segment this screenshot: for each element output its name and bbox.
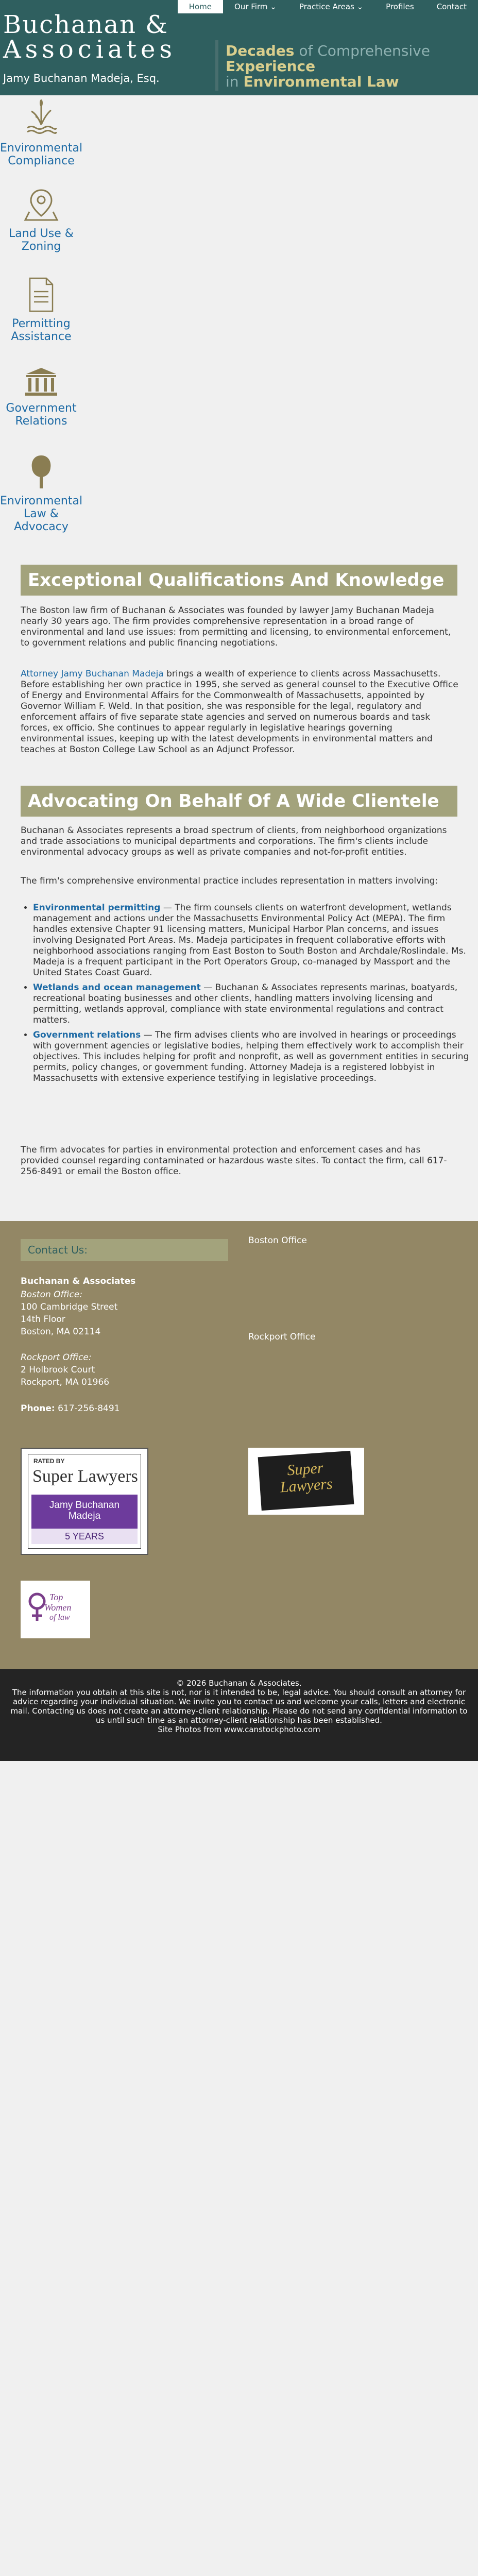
badge-logo-text: Lawyers [279,1475,333,1496]
document-icon [26,276,57,313]
rockport-office-map-label[interactable]: Rockport Office [248,1332,316,1342]
boston-office-map-label[interactable]: Boston Office [248,1235,307,1246]
badge-women-logo [26,1586,84,1632]
boston-address-line: 14th Floor [21,1314,65,1325]
logo-title-2[interactable]: Associates [3,35,177,64]
list-item [33,982,471,1026]
list-item [33,1030,471,1084]
marsh-plant-icon [23,99,59,138]
footer-firm-name: Buchanan & Associates [21,1276,136,1286]
closing-paragraph: The firm advocates for parties in environmental protection and enforcement cases and has provided counsel regarding contaminated or hazardous waste sites. To contact the firm, call 617-256-8491 or email the Boston office. [21,1145,447,1177]
practice-area-label[interactable]: Environmental Compliance [0,142,83,167]
disclaimer-text: The information you obtain at this site is not, nor is it intended to be, legal advice. You should consult an attorney for advice regarding your individual situation. We invite you to contact us and welcome your calls, letters and electronic mail. Contacting us does not create an attorney-client relationship. Please do not send any confidential information to us until such time as an attorney-client relationship has been established. [10,1688,468,1725]
practice-intro-paragraph: The firm's comprehensive environmental practice includes representation in matters involving: [21,876,438,886]
practice-area-environmental-compliance[interactable] [0,99,82,167]
attorney-profile-link[interactable]: Attorney Jamy Buchanan Madeja [21,669,164,679]
badge-title: Super Lawyers [32,1467,138,1486]
practice-area-label[interactable]: Land Use & Zoning [9,227,74,253]
clientele-paragraph: Buchanan & Associates represents a broad spectrum of clients, from neighborhood organizations and trade associations to municipal departments and corporations. The firm's clients include environmental advocacy groups as well as private companies and not-for-profit entities. [21,825,447,857]
badge-name: Jamy Buchanan [49,1500,120,1511]
logo-title[interactable]: Buchanan & [3,10,169,39]
footer-phone [21,1403,120,1414]
boston-address-line: Boston, MA 02114 [21,1327,101,1337]
boston-address-label: Boston Office: [21,1290,83,1300]
practice-area-label[interactable]: Government Relations [6,402,77,428]
tagline-word: Experience [226,58,316,75]
practice-term-link[interactable]: Government relations [33,1030,141,1040]
rockport-address-line: Rockport, MA 01966 [21,1377,110,1387]
badge-logo-box [258,1451,354,1511]
map-pin-icon [23,187,59,223]
super-lawyers-logo-badge[interactable] [248,1448,364,1515]
section-heading-bar [21,786,457,817]
nav-contact[interactable]: Contact [436,2,467,11]
badge-frame [28,1454,141,1549]
badge-logo-text: Super [286,1459,324,1479]
practice-area-environmental-law[interactable] [0,453,82,533]
practice-area-government-relations[interactable] [0,367,82,428]
tagline-word: in [226,73,244,90]
rockport-address-line: 2 Holbrook Court [21,1365,95,1375]
logo-subtitle: Jamy Buchanan Madeja, Esq. [3,72,160,84]
section-heading: Advocating On Behalf Of A Wide Clientele [28,791,439,811]
badge-name: Madeja [68,1511,101,1521]
phone-number[interactable]: 617-256-8491 [55,1403,120,1414]
nav-home[interactable]: Home [178,0,223,13]
intro-paragraph: The Boston law firm of Buchanan & Associates was founded by lawyer Jamy Buchanan Madeja nearly 30 years ago. The firm provides comprehensive representation in a broad range of environmental and land use issues: from permitting and licensing, to environmental enforcement, to government relations and public financing negotiations. [21,605,451,648]
contact-heading-bar [21,1239,228,1261]
nav-our-firm[interactable]: Our Firm ⌄ [234,2,277,11]
section-heading-bar [21,565,457,596]
practice-term-link[interactable]: Wetlands and ocean management [33,982,201,993]
photo-credit-link[interactable]: Site Photos from www.canstockphoto.com [158,1725,320,1734]
practice-term-link[interactable]: Environmental permitting [33,903,161,913]
list-item-text: — Buchanan & Associates represents marinas, boatyards, recreational boating businesses and other clients, handling matters involving licensing and permitting, wetlands approval, compliance with state environmental regulations and contract matters. [33,982,458,1025]
nav-practice-areas[interactable]: Practice Areas ⌄ [299,2,364,11]
list-item-text: — The firm counsels clients on waterfront development, wetlands management and actions under the Massachusetts Environmental Policy Act (MEPA). The firm handles extensive Chapter 91 licensing matters, Municipal Harbor Plan concerns, and issues involving Designated Port Areas. Ms. Madeja participates in frequent collaborative efforts with neighborhood associations ranging from East Boston to South Boston and Archdale/Roslindale. Ms. Madeja is a frequent participant in the Port Operators Group, co-managed by Massport and the United States Coast Guard. [33,903,466,978]
main-nav [178,0,478,13]
tree-icon [26,453,57,490]
practice-list [21,903,471,1088]
nav-profiles[interactable]: Profiles [386,2,414,11]
badge-women-text: Women [44,1602,72,1613]
top-women-of-law-badge[interactable] [21,1581,90,1638]
rockport-address-label: Rockport Office: [21,1352,92,1363]
badge-rated-by: RATED BY [33,1458,65,1465]
tagline-word: Environmental Law [243,73,399,90]
tagline-word: Decades [226,42,295,59]
badge-ribbon [31,1495,138,1544]
list-item [33,903,471,978]
super-lawyers-rated-badge[interactable] [21,1448,148,1555]
government-building-icon [24,367,58,398]
practice-area-label[interactable]: Permitting Assistance [11,317,72,343]
attorney-paragraph-text: brings a wealth of experience to clients across Massachusetts. Before establishing her own practice in 1995, she served as general counsel to the Executive Office of Energy and Environmental Affairs for the Commonwealth of Massachusetts, appointed by Governor William F. Weld. In that position, she was responsible for the legal, regulatory and enforcement affairs of five separate state agencies and served on numerous boards and task forces, ex officio. She continues to appear regularly in legislative hearings governing environmental issues, keeping up with the latest developments in environmental matters and teaches at Boston College Law School as an Adjunct Professor. [21,669,458,755]
badge-years: 5 YEARS [31,1529,138,1544]
practice-area-land-use[interactable] [0,187,82,253]
badge-women-text: of law [49,1613,70,1622]
boston-address-line: 100 Cambridge Street [21,1302,118,1312]
tagline-word: of Comprehensive [294,42,430,59]
copyright-bar [0,1669,478,1761]
list-item-text: — The firm advises clients who are involved in hearings or proceedings with government agencies or legislative bodies, helping them effectively work to accomplish their objectives. This includes helping for profit and nonprofit, as well as government entities in securing permits, policy changes, or government funding. Attorney Madeja is a registered lobbyist in Massachusetts with extensive experience testifying in legislative proceedings. [33,1030,469,1083]
badge-women-text: Top [49,1592,63,1602]
phone-label: Phone: [21,1403,55,1414]
site-header [0,0,478,95]
section-heading: Exceptional Qualifications And Knowledge [28,570,445,590]
practice-area-label[interactable]: Environmental Law & Advocacy [0,495,83,533]
tagline-divider [215,40,218,91]
attorney-paragraph [21,669,458,755]
contact-heading: Contact Us: [28,1244,88,1256]
practice-area-permitting[interactable] [0,276,82,343]
tagline [226,43,430,90]
copyright-text: © 2026 Buchanan & Associates. [176,1679,302,1688]
